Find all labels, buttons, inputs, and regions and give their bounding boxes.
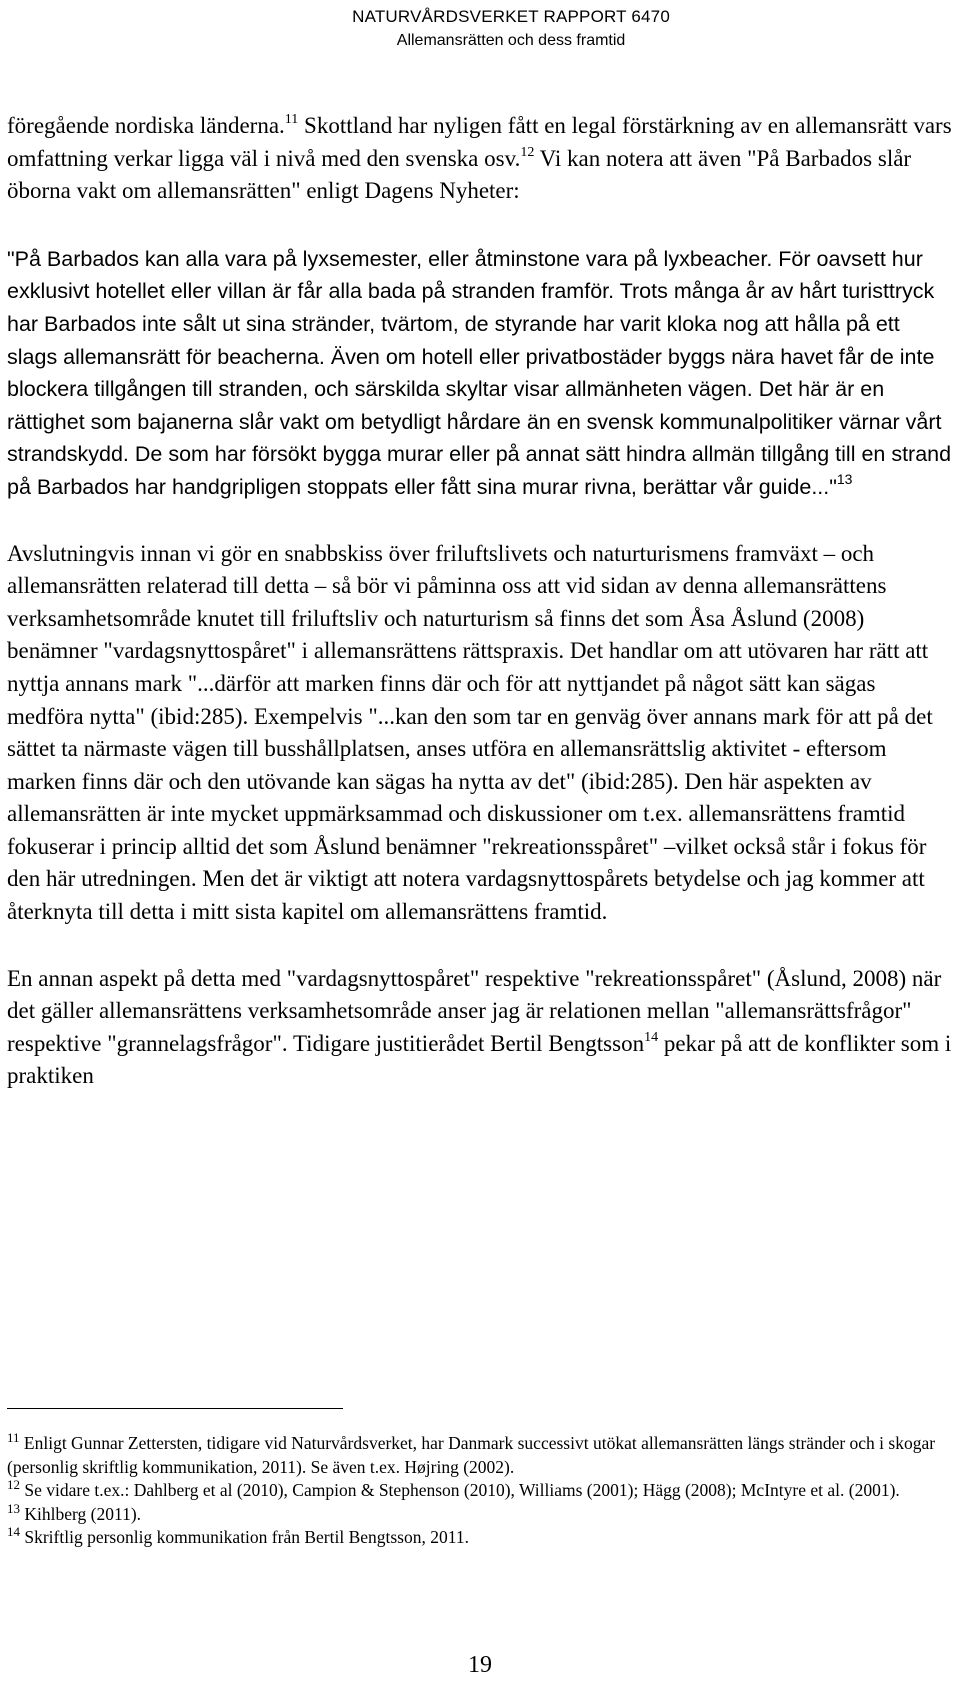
footnote-text: Skriftlig personlig kommunikation från Bertil Bengtsson, 2011. <box>20 1527 469 1547</box>
footnote-11 <box>7 1432 952 1479</box>
footnote-text: Enligt Gunnar Zettersten, tidigare vid Naturvårdsverket, har Danmark successivt utökat allemansrätten längs stränder och i skogar (personlig skriftlig kommunikation, 2011). Se även t.ex. Højring (2002). <box>7 1433 936 1477</box>
paragraph-intro <box>7 110 952 208</box>
footnote-13 <box>7 1500 952 1527</box>
paragraph-text: Skottland har nyligen fått en legal förstärkning av en allemansrätt vars omfattning verkar ligga väl i nivå med den svenska osv. <box>7 113 952 171</box>
footnotes <box>7 1432 952 1550</box>
report-subtitle: Allemansrätten och dess framtid <box>396 32 626 49</box>
footnote-ref-14: 14 <box>644 1029 659 1045</box>
footnote-number: 14 <box>7 1524 20 1539</box>
footnote-12 <box>7 1479 952 1503</box>
footnote-ref-13: 13 <box>836 470 853 487</box>
report-title: NATURVÅRDSVERKET RAPPORT 6470 <box>352 7 670 26</box>
paragraph-summary: Avslutningvis innan vi gör en snabbskiss över friluftslivets och naturturismens framväxt – och allemansrätten relaterad till detta – så bör vi påminna oss att vid sidan av denna allemansrättens verksamhetsområde knutet till friluftsliv och naturturism så finns det som Åsa Åslund (2008) benämner "vardagsnyttospåret" i allemansrättens rättspraxis. Det handlar om att utövaren har rätt att nyttja annans mark "...därför att marken finns där och för att nyttjandet på något sätt kan sägas medföra nytta" (ibid:285). Exempelvis "...kan den som tar en genväg över annans mark för att på det sättet ta närmaste vägen till busshållplatsen, anses utföra en allemansrättslig aktivitet - eftersom marken finns där och den utövande kan sägas ha nytta av det" (ibid:285). Den här aspekten av allemansrätten är inte mycket uppmärksammad och diskussioner om t.ex. allemansrättens framtid fokuserar i princip alltid det som Åslund benämner "rekreationsspåret" –vilket också står i fokus för den här utredningen. Men det är viktigt att notera vardagsnyttospårets betydelse och jag kommer att återknyta till detta i mitt sista kapitel om allemansrättens framtid. <box>7 540 933 925</box>
footnote-text: Kihlberg (2011). <box>20 1503 142 1524</box>
footnote-number: 12 <box>7 1477 20 1492</box>
body-text <box>7 110 952 1093</box>
footnote-ref-12: 12 <box>520 144 535 160</box>
paragraph-text: pekar på att de konflikter som i praktiken <box>7 1030 952 1089</box>
footnote-number: 11 <box>7 1430 20 1445</box>
page-header <box>352 4 670 52</box>
footnote-ref-11: 11 <box>284 112 299 127</box>
footnote-14 <box>7 1526 952 1550</box>
footnote-number: 13 <box>7 1500 20 1516</box>
paragraph-aspect <box>7 963 952 1093</box>
paragraph-quote <box>7 243 952 504</box>
footnote-divider <box>7 1408 343 1409</box>
footnote-text: Se vidare t.ex.: Dahlberg et al (2010), Campion & Stephenson (2010), Williams (2001); Hägg (2008); McIntyre et al. (2001). <box>20 1480 900 1500</box>
paragraph-text: Vi kan notera att även "På Barbados slår öborna vakt om allemansrätten" enligt Dagens Nyheter: <box>7 145 912 204</box>
paragraph-text: föregående nordiska länderna. <box>7 113 285 138</box>
page-number: 19 <box>468 1652 492 1678</box>
paragraph-text: En annan aspekt på detta med "vardagsnyttospåret" respektive "rekreationsspåret" (Åslund, 2008) när det gäller allemansrättens verksamhetsområde anser jag är relationen mellan "allemansrättsfrågor" respektive "grannelagsfrågor". Tidigare justitierådet Bertil Bengtsson <box>7 965 942 1056</box>
quote-text: "På Barbados kan alla vara på lyxsemester, eller åtminstone vara på lyxbeacher. För oavsett hur exklusivt hotellet eller villan är får alla bada på stranden framför. Trots många år av hårt turisttryck har Barbados inte sålt ut sina stränder, tvärtom, de styrande har varit kloka nog att hålla på ett slags allemansrätt för beacherna. Även om hotell eller privatbostäder byggs nära havet får de inte blockera tillgången till stranden, och särskilda skyltar visar allmänheten vägen. Det här är en rättighet som bajanerna slår vakt om betydligt hårdare än en svensk kommunalpolitiker värnar vårt strandskydd. De som har försökt bygga murar eller på annat sätt hindra allmän tillgång till en strand på Barbados har handgripligen stoppats eller fått sina murar rivna, berättar vår guide..." <box>7 246 952 499</box>
